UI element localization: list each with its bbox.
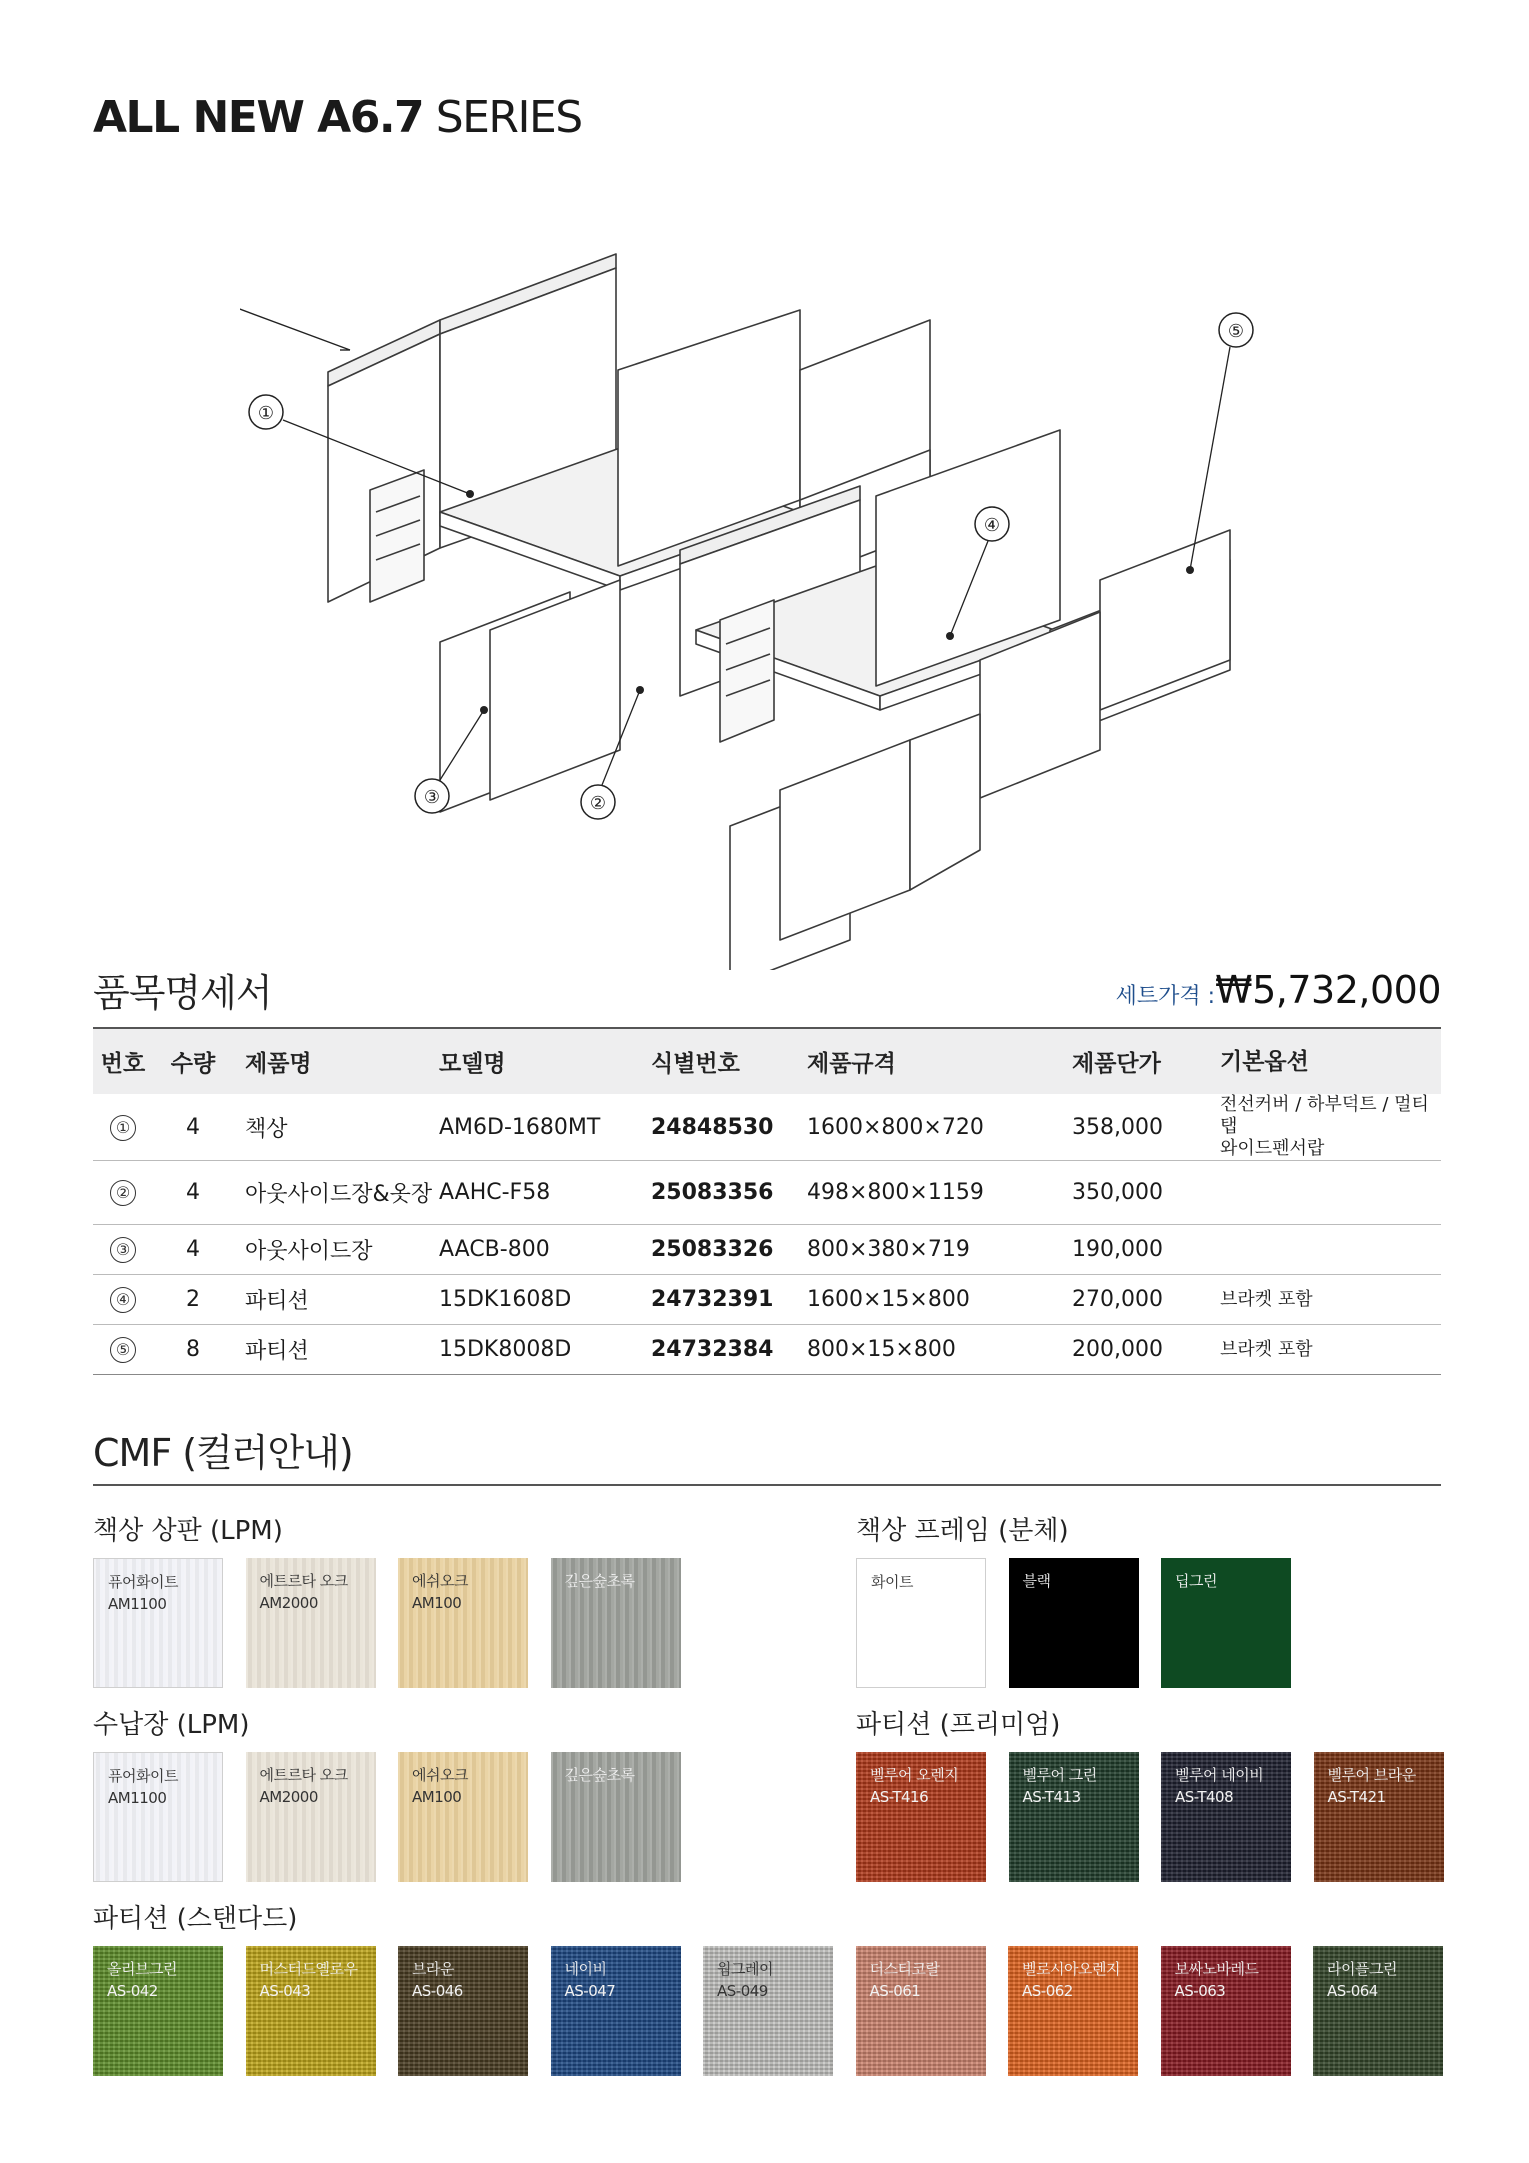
cmf-section-title: CMF (컬러안내) (93, 1431, 353, 1475)
color-swatch (398, 1946, 528, 2076)
th-model: 모델명 (439, 1051, 506, 1077)
color-swatch (551, 1752, 681, 1882)
swatch-code: AS-047 (564, 1982, 616, 2000)
row-no: ② (110, 1180, 136, 1206)
swatch-name: 딥그린 (1175, 1572, 1217, 1590)
swatch-label (412, 1764, 468, 1808)
row-size: 800×15×800 (807, 1325, 1072, 1375)
desk-frame-title: 책상 프레임 (분체) (856, 1516, 1069, 1546)
row-id: 24732391 (651, 1275, 807, 1325)
cmf-divider (93, 1484, 1441, 1486)
color-swatch (551, 1558, 681, 1688)
swatch-label (412, 1958, 463, 2002)
color-swatch (93, 1752, 223, 1882)
table-row (93, 1225, 1441, 1275)
swatch-label (260, 1570, 348, 1614)
color-swatch (551, 1946, 681, 2076)
th-id: 식별번호 (651, 1051, 740, 1077)
set-price (1116, 968, 1441, 1012)
swatch-label (1023, 1764, 1097, 1808)
swatch-name: 벨루어 브라운 (1327, 1766, 1416, 1784)
row-options (1220, 1161, 1441, 1225)
row-option-line: 와이드펜서랍 (1220, 1138, 1325, 1159)
callout-5: ⑤ (1227, 321, 1245, 342)
swatch-label (565, 1958, 616, 2002)
swatch-code: AM100 (412, 1594, 462, 1612)
row-price: 200,000 (1072, 1325, 1220, 1375)
row-id: 24848530 (651, 1094, 807, 1161)
row-model: AACB-800 (439, 1225, 651, 1275)
row-options: 브라켓 포함 (1220, 1275, 1441, 1325)
swatch-code: AS-061 (869, 1982, 921, 2000)
th-qty: 수량 (170, 1051, 216, 1077)
swatch-name: 벨로시아오렌지 (1022, 1960, 1120, 1978)
swatch-label (1023, 1570, 1051, 1592)
row-model: 15DK8008D (439, 1325, 651, 1375)
color-swatch (246, 1558, 376, 1688)
swatch-code: AM1100 (108, 1789, 167, 1807)
swatch-name: 벨루어 그린 (1022, 1766, 1097, 1784)
swatch-name: 퓨어화이트 (108, 1573, 178, 1591)
color-swatch (246, 1946, 376, 2076)
swatch-label (565, 1570, 635, 1592)
row-options (1220, 1225, 1441, 1275)
color-swatch (1161, 1946, 1291, 2076)
series-suffix: SERIES (435, 92, 582, 143)
swatch-name: 브라운 (412, 1960, 454, 1978)
row-name: 아웃사이드장&옷장 (233, 1161, 439, 1225)
callout-1: ① (257, 403, 275, 424)
swatch-label (1327, 1958, 1397, 2002)
swatch-label (108, 1571, 178, 1615)
table-row (93, 1325, 1441, 1375)
row-qty: 4 (153, 1161, 233, 1225)
spec-table-header (93, 1028, 1441, 1094)
swatch-name: 웜그레이 (717, 1960, 773, 1978)
row-no: ⑤ (110, 1337, 136, 1363)
set-price-label: 세트가격 : (1115, 984, 1216, 1009)
color-swatch (1314, 1752, 1444, 1882)
swatch-name: 에트르타 오크 (259, 1572, 348, 1590)
swatch-label (260, 1764, 348, 1808)
swatch-name: 깊은숲초록 (564, 1572, 635, 1590)
row-size: 800×380×719 (807, 1225, 1072, 1275)
swatch-label (1328, 1764, 1416, 1808)
color-swatch (246, 1752, 376, 1882)
color-swatch (1008, 1946, 1138, 2076)
swatch-code: AM2000 (259, 1788, 318, 1806)
swatch-code: AS-064 (1327, 1982, 1378, 2000)
swatch-label (412, 1570, 468, 1614)
swatch-label (717, 1958, 773, 2002)
row-options (1220, 1094, 1441, 1161)
swatch-code: AS-049 (717, 1982, 768, 2000)
row-size: 1600×15×800 (807, 1275, 1072, 1325)
swatch-code: AS-042 (107, 1982, 158, 2000)
row-no: ④ (110, 1287, 136, 1313)
swatch-code: AS-T408 (1175, 1788, 1234, 1806)
callout-4: ④ (983, 515, 1001, 536)
color-swatch (1313, 1946, 1443, 2076)
swatch-name: 퓨어화이트 (108, 1767, 178, 1785)
row-model: 15DK1608D (439, 1275, 651, 1325)
swatch-code: AS-T416 (870, 1788, 929, 1806)
row-size: 498×800×1159 (807, 1161, 1072, 1225)
swatch-name: 에트르타 오크 (259, 1766, 348, 1784)
series-name: ALL NEW A6.7 (93, 92, 424, 143)
color-swatch (1009, 1752, 1139, 1882)
swatch-label (870, 1958, 940, 2002)
row-id: 25083326 (651, 1225, 807, 1275)
color-swatch (93, 1946, 223, 2076)
swatch-code: AS-062 (1022, 1982, 1073, 2000)
swatch-code: AS-046 (412, 1982, 463, 2000)
row-model: AAHC-F58 (439, 1161, 651, 1225)
table-row (93, 1161, 1441, 1225)
partition-premium-title: 파티션 (프리미엄) (856, 1710, 1061, 1740)
th-name: 제품명 (245, 1051, 312, 1077)
color-swatch (1161, 1558, 1291, 1688)
swatch-label (108, 1765, 178, 1809)
swatch-name: 깊은숲초록 (564, 1766, 635, 1784)
swatch-name: 벨루어 네이비 (1175, 1766, 1264, 1784)
color-swatch (856, 1558, 986, 1688)
swatch-name: 머스터드옐로우 (259, 1960, 358, 1978)
row-qty: 2 (153, 1275, 233, 1325)
swatch-label (260, 1958, 358, 2002)
swatch-name: 라이플그린 (1327, 1960, 1397, 1978)
partition-standard-title: 파티션 (스탠다드) (93, 1904, 298, 1934)
row-name: 책상 (233, 1094, 439, 1161)
row-size: 1600×800×720 (807, 1094, 1072, 1161)
swatch-label (1175, 1764, 1263, 1808)
row-qty: 4 (153, 1225, 233, 1275)
row-id: 25083356 (651, 1161, 807, 1225)
swatch-label (870, 1764, 958, 1808)
swatch-name: 더스티코랄 (869, 1960, 940, 1978)
color-swatch (856, 1752, 986, 1882)
swatch-label (107, 1958, 177, 2002)
row-id: 24732384 (651, 1325, 807, 1375)
color-swatch (1009, 1558, 1139, 1688)
swatch-code: AS-T413 (1022, 1788, 1081, 1806)
swatch-label (565, 1764, 635, 1786)
row-price: 350,000 (1072, 1161, 1220, 1225)
product-illustration (240, 250, 1280, 970)
swatch-label (1175, 1958, 1259, 2002)
swatch-name: 에쉬오크 (412, 1572, 468, 1590)
desk-top-title: 책상 상판 (LPM) (93, 1516, 283, 1546)
color-swatch (398, 1558, 528, 1688)
row-options: 브라켓 포함 (1220, 1325, 1441, 1375)
th-no: 번호 (100, 1051, 146, 1077)
table-row (93, 1275, 1441, 1325)
color-swatch (703, 1946, 833, 2076)
row-no: ③ (110, 1237, 136, 1263)
spec-section-title: 품목명세서 (93, 971, 272, 1015)
callout-2: ② (589, 793, 607, 814)
swatch-name: 벨루어 오렌지 (870, 1766, 959, 1784)
swatch-code: AM1100 (108, 1595, 167, 1613)
storage-title: 수납장 (LPM) (93, 1710, 250, 1740)
color-swatch (398, 1752, 528, 1882)
row-price: 270,000 (1072, 1275, 1220, 1325)
swatch-label (1175, 1570, 1217, 1592)
table-row (93, 1094, 1441, 1161)
row-name: 파티션 (233, 1275, 439, 1325)
row-price: 358,000 (1072, 1094, 1220, 1161)
swatch-code: AS-043 (259, 1982, 311, 2000)
th-price: 제품단가 (1072, 1051, 1161, 1077)
callout-3: ③ (423, 787, 441, 808)
row-qty: 8 (153, 1325, 233, 1375)
swatch-code: AM100 (412, 1788, 462, 1806)
swatch-name: 화이트 (871, 1573, 913, 1591)
row-name: 파티션 (233, 1325, 439, 1375)
swatch-code: AS-T421 (1327, 1788, 1386, 1806)
spec-table (93, 1027, 1441, 1375)
swatch-name: 올리브그린 (107, 1960, 177, 1978)
row-no: ① (110, 1115, 136, 1141)
row-price: 190,000 (1072, 1225, 1220, 1275)
row-option-line: 전선커버 / 하부덕트 / 멀티탭 (1220, 1094, 1429, 1137)
set-price-value: ₩5,732,000 (1215, 968, 1441, 1012)
th-size: 제품규격 (807, 1051, 896, 1077)
page-title (93, 92, 582, 143)
row-model: AM6D-1680MT (439, 1094, 651, 1161)
swatch-label (1022, 1958, 1120, 2002)
swatch-name: 네이비 (564, 1960, 607, 1978)
color-swatch (1161, 1752, 1291, 1882)
swatch-code: AS-063 (1174, 1982, 1226, 2000)
swatch-name: 블랙 (1022, 1572, 1051, 1590)
row-name: 아웃사이드장 (233, 1225, 439, 1275)
color-swatch (93, 1558, 223, 1688)
swatch-label (871, 1571, 913, 1593)
th-opt: 기본옵션 (1220, 1048, 1309, 1075)
swatch-name: 에쉬오크 (412, 1766, 468, 1784)
row-qty: 4 (153, 1094, 233, 1161)
color-swatch (856, 1946, 986, 2076)
swatch-name: 보싸노바레드 (1174, 1960, 1259, 1978)
swatch-code: AM2000 (259, 1594, 318, 1612)
